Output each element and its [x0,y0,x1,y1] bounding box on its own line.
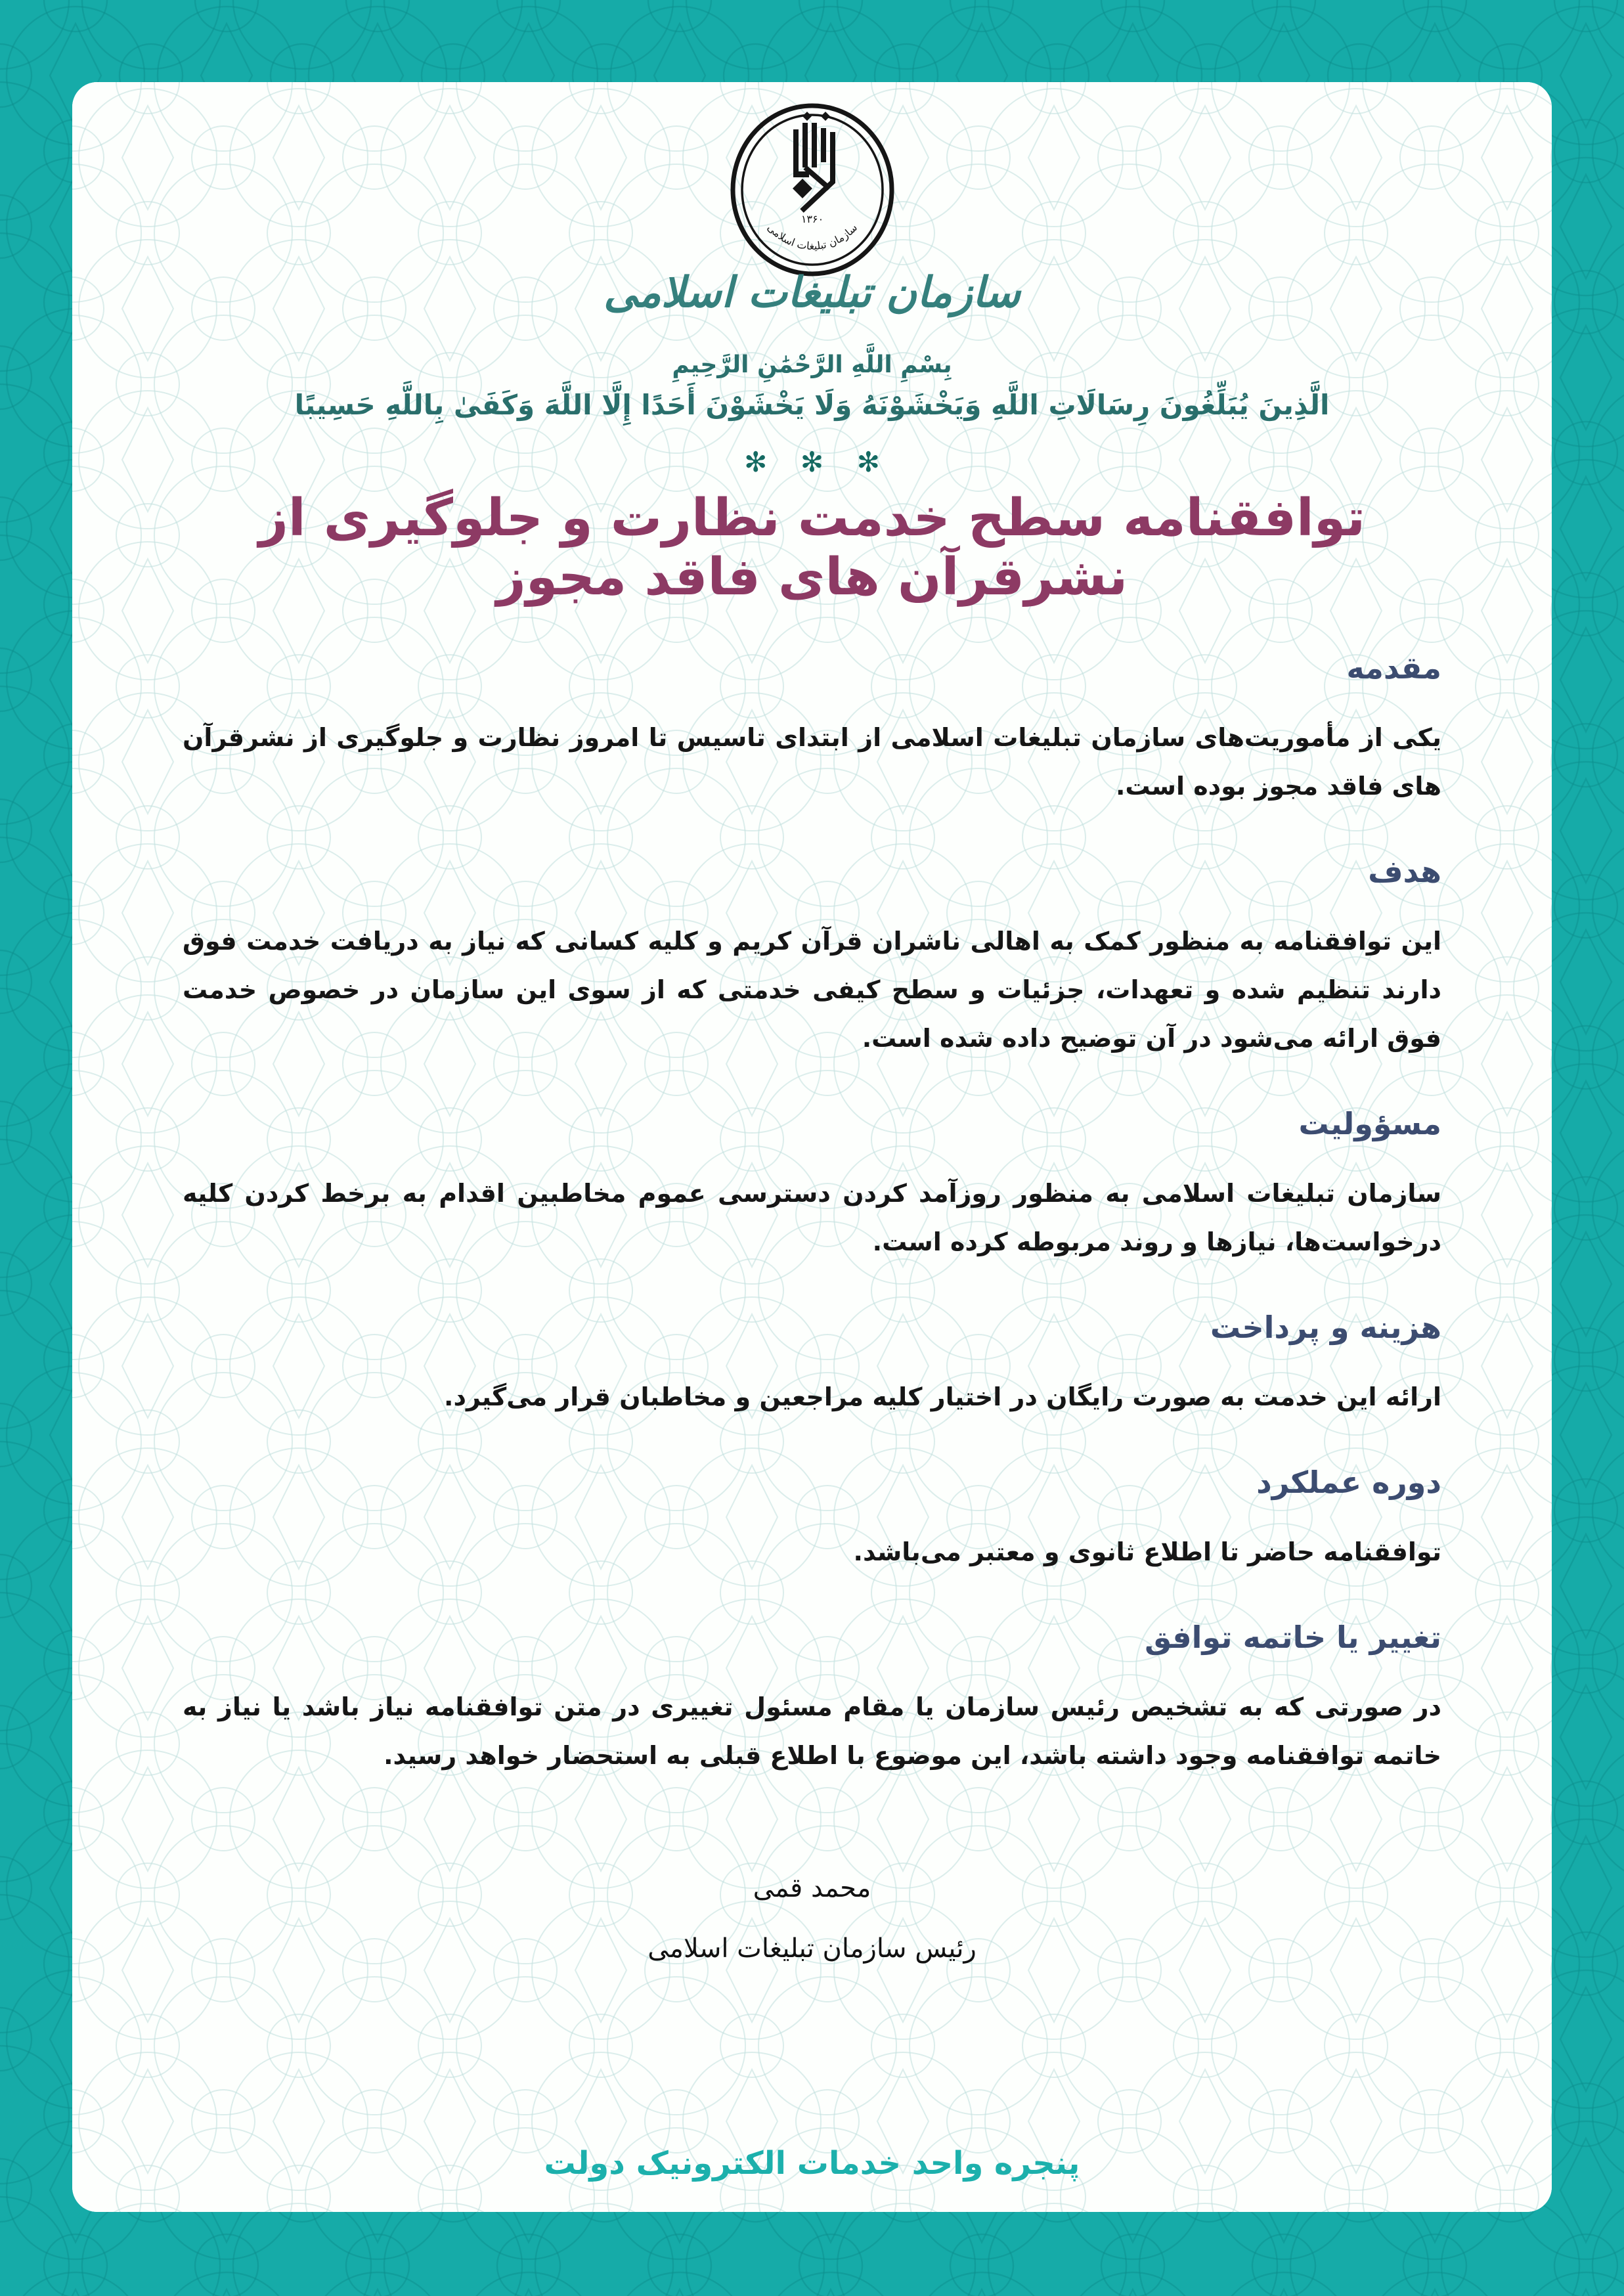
section-responsibility [183,1106,1441,1266]
section-body: توافقنامه حاضر تا اطلاع ثانوی و معتبر می‌باشد. [853,1537,1441,1566]
document-content [72,82,1552,2212]
document-card [72,82,1552,2212]
quran-verse-text: الَّذِينَ يُبَلِّغُونَ رِسَالَاتِ اللَّهِ وَيَخْشَوْنَهُ وَلَا يَخْشَوْنَ أَحَدًا إِلَّا اللَّهَ وَكَفَىٰ بِاللَّهِ حَسِيبًا [294,389,1330,421]
section-heading: دوره عملکرد [1256,1465,1441,1500]
signatory-name: محمد قمی [753,1873,871,1903]
section-body: ارائه این خدمت به صورت رایگان در اختیار کلیه مراجعین و مخاطبان قرار می‌گیرد. [444,1382,1441,1411]
emblem-year: ۱۳۶۰ [801,213,823,225]
ornament-asterisks: ✻ ✻ ✻ [744,446,880,478]
section-performance-period [183,1465,1441,1576]
section-goal [183,854,1441,1063]
bismillah-text: بِسْمِ اللَّهِ الرَّحْمَٰنِ الرَّحِيمِ [672,351,952,378]
section-change-termination [183,1620,1441,1780]
section-body: در صورتی که به تشخیص رئیس سازمان یا مقام مسئول تغییری در متن توافقنامه نیاز باشد یا نیاز به خاتمه توافقنامه وجود داشته باشد، این موضوع با اطلاع قبلی به استحضار خواهد رسید. [183,1692,1441,1770]
footer-text: پنجره واحد خدمات الکترونیک دولت [544,2145,1080,2182]
signature-block [183,1873,1441,1964]
section-introduction [183,650,1441,810]
section-heading: مسؤولیت [1298,1106,1441,1141]
document-title: توافقنامه سطح خدمت نظارت و جلوگیری از نشرقرآن های فاقد مجوز [259,489,1365,607]
section-cost-payment [183,1310,1441,1421]
organization-calligraphy: سازمان تبلیغات اسلامی [604,269,1020,317]
kufic-allah-mark [796,123,833,211]
signatory-role: رئیس سازمان تبلیغات اسلامی [647,1933,977,1964]
section-heading: تغییر یا خاتمه توافق [1145,1620,1441,1655]
section-body: این توافقنامه به منظور کمک به اهالی ناشران قرآن کریم و کلیه کسانی که نیاز به دریافت خدمت فوق دارند تنظیم شده و تعهدات، جزئیات و سطح کیفی خدمتی که از سوی این سازمان در خصوص خدمت فوق ارائه می‌شود در آن توضیح داده شده است. [183,927,1441,1053]
organization-emblem-icon [728,102,896,278]
section-heading: هدف [1368,854,1441,889]
emblem-curved-text: سازمان تبلیغات اسلامی [764,221,860,253]
section-body: سازمان تبلیغات اسلامی به منظور روزآمد کردن دسترسی عموم مخاطبین اقدام به برخط کردن کلیه درخواست‌ها، نیازها و روند مربوطه کرده است. [183,1179,1441,1256]
organization-logo-block [183,102,1441,317]
section-heading: هزینه و پرداخت [1210,1310,1441,1345]
section-body: یکی از مأموریت‌های سازمان تبلیغات اسلامی از ابتدای تاسیس تا امروز نظارت و جلوگیری از نشرقرآن های فاقد مجوز بوده است. [183,723,1441,801]
section-heading: مقدمه [1346,650,1441,686]
